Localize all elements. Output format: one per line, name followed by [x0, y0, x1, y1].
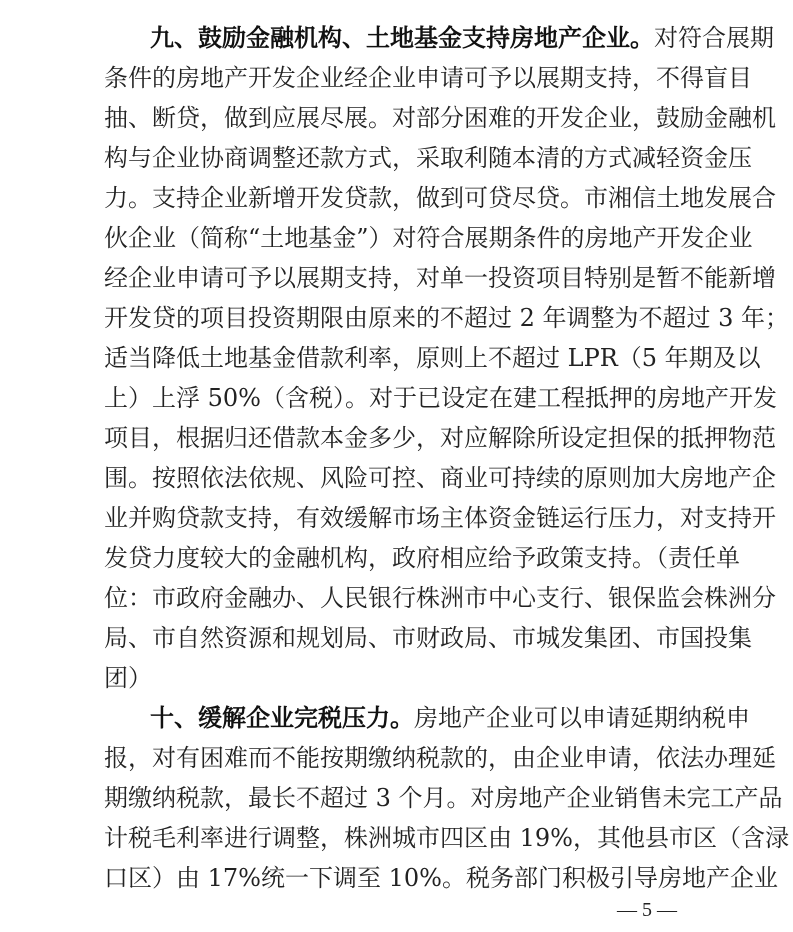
- paragraph-line: 期缴纳税款，最长不超过 3 个月。对房地产企业销售未完工产品: [104, 784, 783, 812]
- paragraph-line: 团）: [104, 664, 152, 692]
- paragraph-line: 抽、断贷，做到应展尽展。对部分困难的开发企业，鼓励金融机: [104, 104, 776, 132]
- page-number: — 5 —: [617, 899, 677, 921]
- paragraph-line: 发贷力度较大的金融机构，政府相应给予政策支持。（责任单: [104, 544, 740, 572]
- paragraph-line: 构与企业协商调整还款方式，采取利随本清的方式减轻资金压: [104, 144, 752, 172]
- paragraph-line: 业并购贷款支持，有效缓解市场主体资金链运行压力，对支持开: [104, 504, 776, 532]
- paragraph-line: 位：市政府金融办、人民银行株洲市中心支行、银保监会株洲分: [104, 584, 776, 612]
- paragraph-line: 上）上浮 50%（含税）。对于已设定在建工程抵押的房地产开发: [104, 384, 777, 412]
- paragraph-line: 口区）由 17%统一下调至 10%。税务部门积极引导房地产企业: [104, 864, 778, 892]
- paragraph-line: 围。按照依法依规、风险可控、商业可持续的原则加大房地产企: [104, 464, 776, 492]
- paragraph-line: 适当降低土地基金借款利率，原则上不超过 LPR（5 年期及以: [104, 344, 761, 372]
- section-9-text: 对符合展期: [654, 24, 774, 52]
- paragraph-line: 经企业申请可予以展期支持，对单一投资项目特别是暂不能新增: [104, 264, 776, 292]
- paragraph-line: 局、市自然资源和规划局、市财政局、市城发集团、市国投集: [104, 624, 752, 652]
- paragraph-line: 条件的房地产开发企业经企业申请可予以展期支持，不得盲目: [104, 64, 752, 92]
- section-9-heading: 九、鼓励金融机构、土地基金支持房地产企业。: [150, 24, 654, 52]
- section-10-first-line: [104, 698, 750, 738]
- paragraph-line: 报，对有困难而不能按期缴纳税款的，由企业申请，依法办理延: [104, 744, 776, 772]
- section-10-heading: 十、缓解企业完税压力。: [150, 704, 414, 732]
- paragraph-line: 力。支持企业新增开发贷款，做到可贷尽贷。市湘信土地发展合: [104, 184, 776, 212]
- section-10-text: 房地产企业可以申请延期纳税申: [414, 704, 750, 732]
- section-9-first-line: [104, 18, 774, 58]
- paragraph-line: 计税毛利率进行调整，株洲城市四区由 19%，其他县市区（含渌: [104, 824, 789, 852]
- paragraph-line: 伙企业（简称“土地基金”）对符合展期条件的房地产开发企业: [104, 224, 753, 252]
- paragraph-line: 开发贷的项目投资期限由原来的不超过 2 年调整为不超过 3 年；: [104, 304, 790, 332]
- paragraph-line: 项目，根据归还借款本金多少，对应解除所设定担保的抵押物范: [104, 424, 776, 452]
